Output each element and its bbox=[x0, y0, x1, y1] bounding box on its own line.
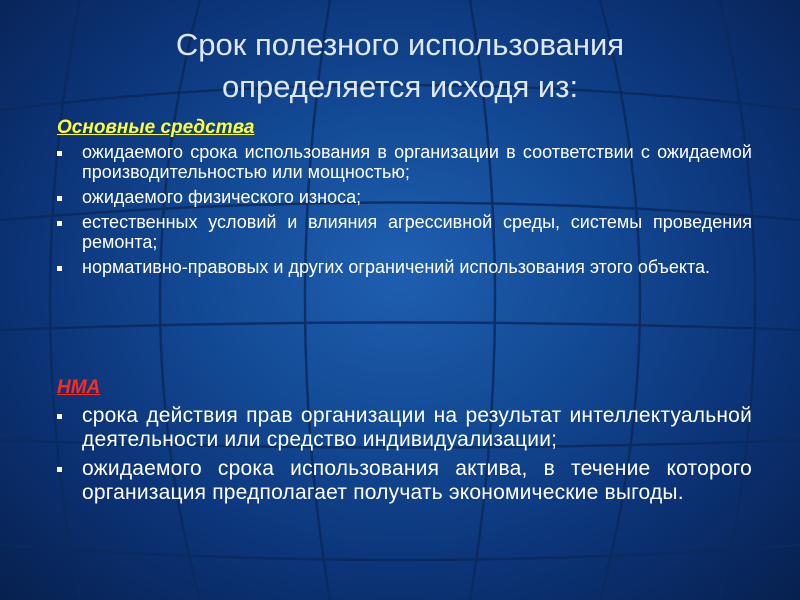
square-bullet-icon bbox=[57, 151, 62, 156]
section-heading-fixed-assets: Основные средства bbox=[57, 117, 255, 138]
square-bullet-icon bbox=[57, 196, 62, 201]
square-bullet-icon bbox=[57, 414, 62, 419]
list-item-text: нормативно-правовых и других ограничений использования этого объекта. bbox=[82, 257, 711, 277]
square-bullet-icon bbox=[57, 467, 62, 472]
list-item bbox=[55, 404, 752, 452]
slide-title bbox=[0, 24, 800, 108]
list-item-text: срока действия прав организации на результат интеллектуальной деятельности или средство индивидуализации; bbox=[82, 404, 752, 451]
square-bullet-icon bbox=[57, 266, 62, 271]
list-item-text: ожидаемого физического износа; bbox=[82, 187, 362, 207]
list-item-text: естественных условий и влияния агрессивной среды, системы проведения ремонта; bbox=[82, 212, 752, 252]
slide-title-line-1: Срок полезного использования bbox=[175, 27, 625, 62]
square-bullet-icon bbox=[57, 221, 62, 226]
list-item-text: ожидаемого срока использования актива, в течение которого организация предполагает получать экономические выгоды. bbox=[82, 457, 752, 504]
intangible-assets-list bbox=[55, 404, 752, 510]
list-item bbox=[55, 212, 752, 252]
list-item bbox=[55, 187, 752, 207]
list-item bbox=[55, 142, 752, 182]
slide-title-line-2: определяется исходя из: bbox=[221, 69, 579, 104]
list-item-text: ожидаемого срока использования в организации в соответствии с ожидаемой производительностью или мощностью; bbox=[82, 142, 752, 182]
list-item bbox=[55, 257, 752, 277]
section-heading-intangible-assets: НМА bbox=[57, 377, 101, 398]
list-item bbox=[55, 457, 752, 505]
fixed-assets-list bbox=[55, 142, 752, 282]
